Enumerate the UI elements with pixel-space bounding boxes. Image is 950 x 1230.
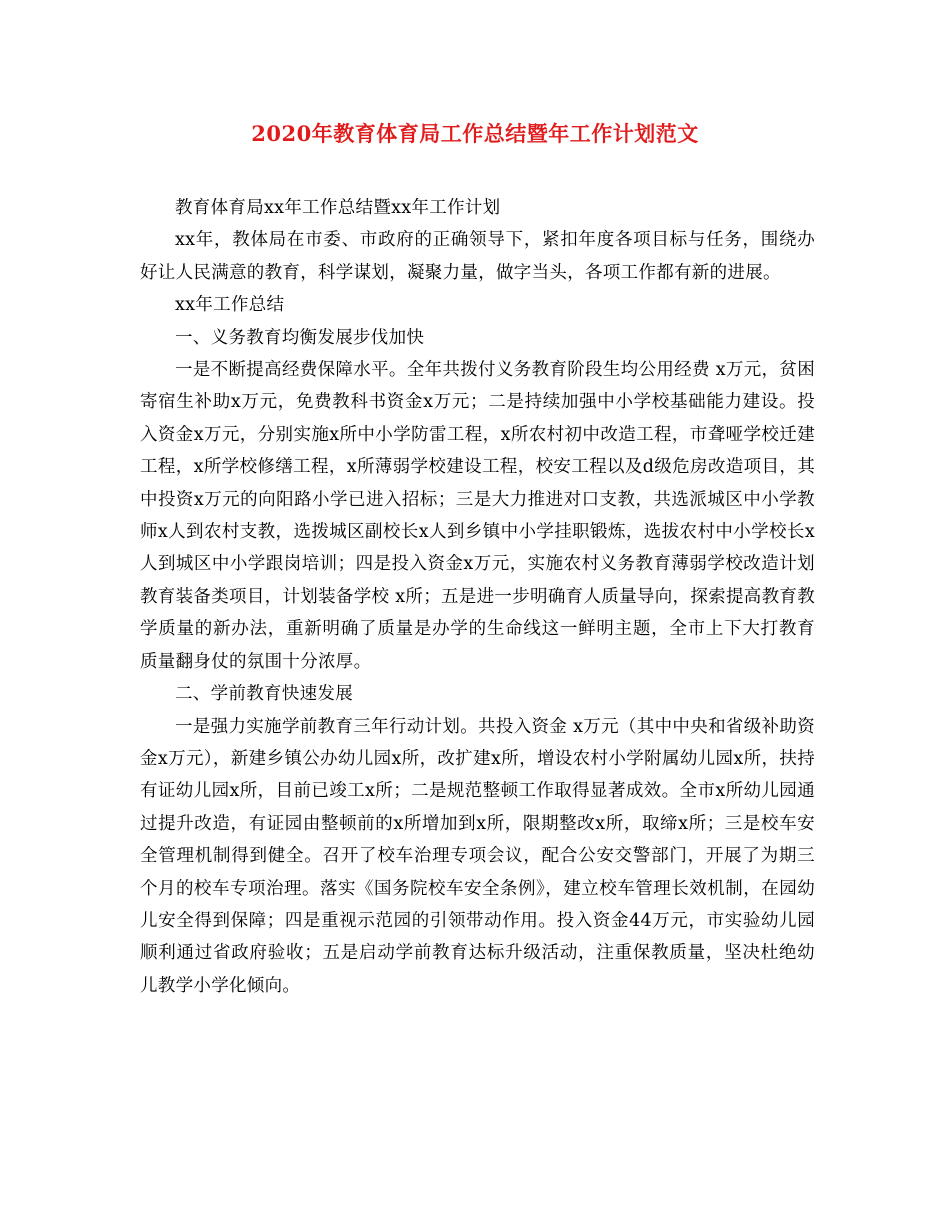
paragraph-section-2: 一是强力实施学前教育三年行动计划。共投入资金 x万元（其中中央和省级补助资金x万元），新建乡镇公办幼儿园x所，改扩建x所，增设农村小学附属幼儿园x所，扶持有证幼儿园x所，目前已竣工x所；二是规范整顿工作取得显著成效。全市x所幼儿园通过提升改造，有证园由整顿前的x所增加到x所，限期整改x所，取缔x所；三是校车安全管理机制得到健全。召开了校车治理专项会议，配合公安交警部门，开展了为期三个月的校车专项治理。落实《国务院校车安全条例》，建立校车管理长效机制，在园幼儿安全得到保障；四是重视示范园的引领带动作用。投入资金44万元，市实验幼儿园顺利通过省政府验收；五是启动学前教育达标升级活动，注重保教质量，坚决杜绝幼儿教学小学化倾向。 <box>140 716 815 996</box>
document-body <box>140 192 815 1002</box>
document-title: 2020年教育体育局工作总结暨年工作计划范文 <box>251 121 699 146</box>
paragraph-subtitle: 教育体育局xx年工作总结暨xx年工作计划 <box>175 198 501 218</box>
paragraph-intro: xx年，教体局在市委、市政府的正确领导下，紧扣年度各项目标与任务，围绕办好让人民满意的教育，科学谋划，凝聚力量，做字当头，各项工作都有新的进展。 <box>140 230 815 283</box>
heading-section-1: 一、义务教育均衡发展步伐加快 <box>175 327 425 348</box>
heading-summary: xx年工作总结 <box>175 295 285 316</box>
paragraph-section-1: 一是不断提高经费保障水平。全年共拨付义务教育阶段生均公用经费 x万元，贫困寄宿生补助x万元，免费教科书资金x万元；二是持续加强中小学校基础能力建设。投入资金x万元，分别实施x所中小学防雷工程，x所农村初中改造工程，市聋哑学校迁建工程，x所学校修缮工程，x所薄弱学校建设工程，校安工程以及d级危房改造项目，其中投资x万元的向阳路小学已进入招标；三是大力推进对口支教，共选派城区中小学教师x人到农村支教，选拨城区副校长x人到乡镇中小学挂职锻炼，选拔农村中小学校长x人到城区中小学跟岗培训；四是投入资金x万元，实施农村义务教育薄弱学校改造计划教育装备类项目，计划装备学校 x所；五是进一步明确育人质量导向，探索提高教育教学质量的新办法，重新明确了质量是办学的生命线这一鲜明主题，全市上下大打教育质量翻身仗的氛围十分浓厚。 <box>140 360 815 672</box>
heading-section-2: 二、学前教育快速发展 <box>175 684 353 705</box>
